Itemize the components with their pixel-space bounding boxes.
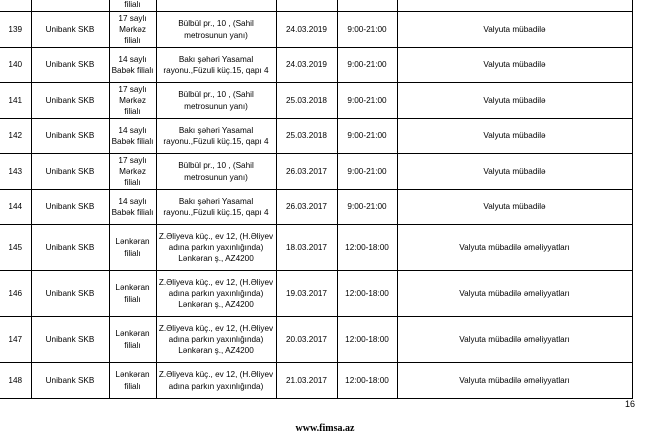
cell-branch: filialı [109,0,156,12]
cell-date: 25.03.2018 [276,83,337,119]
cell-no: 145 [0,225,31,271]
cell-date: 21.03.2017 [276,363,337,399]
cell-service: Valyuta mübadilə [397,12,632,48]
cell-address [156,0,276,12]
cell-date: 18.03.2017 [276,225,337,271]
cell-branch: 17 saylı Mərkəz filialı [109,12,156,48]
cell-hours: 12:00-18:00 [337,317,397,363]
table-row-partial [0,0,632,12]
cell-hours: 9:00-21:00 [337,83,397,119]
cell-address: Z.Əliyeva küç., ev 12, (H.Əliyev adına parkın yaxınlığında) Lənkəran ş., AZ4200 [156,271,276,317]
cell-address: Bülbül pr., 10 , (Sahil metrosunun yanı) [156,83,276,119]
cell-no: 148 [0,363,31,399]
cell-hours: 9:00-21:00 [337,48,397,83]
cell-bank: Unibank SKB [31,12,109,48]
cell-bank: Unibank SKB [31,363,109,399]
cell-hours: 9:00-21:00 [337,190,397,225]
table-row [0,154,632,190]
cell-no: 146 [0,271,31,317]
table-row [0,119,632,154]
cell-service: Valyuta mübadilə əməliyyatları [397,363,632,399]
cell-branch: 17 saylı Mərkəz filialı [109,154,156,190]
table-row [0,317,632,363]
cell-branch: 14 saylı Babək filialı [109,119,156,154]
cell-branch: Lənkəran filialı [109,317,156,363]
table-row [0,48,632,83]
cell-no: 140 [0,48,31,83]
cell-bank: Unibank SKB [31,190,109,225]
cell-bank [31,0,109,12]
cell-date: 20.03.2017 [276,317,337,363]
cell-service: Valyuta mübadilə [397,48,632,83]
table-row [0,225,632,271]
cell-branch: 14 saylı Babək filialı [109,48,156,83]
cell-service: Valyuta mübadilə [397,154,632,190]
cell-address: Bakı şəhəri Yasamal rayonu.,Füzuli küç.15, qapı 4 [156,48,276,83]
cell-no: 141 [0,83,31,119]
table-row [0,190,632,225]
cell-hours: 9:00-21:00 [337,12,397,48]
cell-no: 144 [0,190,31,225]
cell-date [276,0,337,12]
table-row [0,271,632,317]
cell-hours: 12:00-18:00 [337,271,397,317]
table-row [0,363,632,399]
cell-date: 25.03.2018 [276,119,337,154]
cell-address: Z.Əliyeva küç., ev 12, (H.Əliyev adına parkın yaxınlığında) Lənkəran ş., AZ4200 [156,317,276,363]
cell-no: 139 [0,12,31,48]
cell-bank: Unibank SKB [31,225,109,271]
cell-address: Bülbül pr., 10 , (Sahil metrosunun yanı) [156,12,276,48]
cell-branch: Lənkəran filialı [109,271,156,317]
cell-address: Z.Əliyeva küç., ev 12, (H.Əliyev adına parkın yaxınlığında) [156,363,276,399]
table-row [0,12,632,48]
cell-bank: Unibank SKB [31,154,109,190]
cell-service: Valyuta mübadilə [397,190,632,225]
cell-service [397,0,632,12]
cell-hours [337,0,397,12]
cell-address: Bakı şəhəri Yasamal rayonu.,Füzuli küç.15, qapı 4 [156,119,276,154]
page-number: 16 [624,399,635,409]
table-row [0,83,632,119]
cell-no [0,0,31,12]
cell-no: 142 [0,119,31,154]
cell-address: Bülbül pr., 10 , (Sahil metrosunun yanı) [156,154,276,190]
cell-bank: Unibank SKB [31,83,109,119]
cell-no: 143 [0,154,31,190]
cell-date: 19.03.2017 [276,271,337,317]
cell-date: 24.03.2019 [276,48,337,83]
cell-date: 26.03.2017 [276,190,337,225]
cell-hours: 12:00-18:00 [337,363,397,399]
cell-hours: 12:00-18:00 [337,225,397,271]
cell-hours: 9:00-21:00 [337,119,397,154]
cell-address: Z.Əliyeva küç., ev 12, (H.Əliyev adına parkın yaxınlığında) Lənkəran ş., AZ4200 [156,225,276,271]
cell-service: Valyuta mübadilə əməliyyatları [397,225,632,271]
cell-service: Valyuta mübadilə əməliyyatları [397,271,632,317]
footer-url: www.fimsa.az [295,423,355,434]
cell-service: Valyuta mübadilə [397,83,632,119]
cell-address: Bakı şəhəri Yasamal rayonu.,Füzuli küç.15, qapı 4 [156,190,276,225]
cell-bank: Unibank SKB [31,271,109,317]
cell-hours: 9:00-21:00 [337,154,397,190]
cell-date: 24.03.2019 [276,12,337,48]
cell-no: 147 [0,317,31,363]
cell-branch: 14 saylı Babək filialı [109,190,156,225]
cell-branch: Lənkəran filialı [109,363,156,399]
cell-service: Valyuta mübadilə əməliyyatları [397,317,632,363]
cell-branch: 17 saylı Mərkəz filialı [109,83,156,119]
cell-service: Valyuta mübadilə [397,119,632,154]
cell-bank: Unibank SKB [31,317,109,363]
cell-bank: Unibank SKB [31,119,109,154]
cell-branch: Lənkəran filialı [109,225,156,271]
cell-date: 26.03.2017 [276,154,337,190]
cell-bank: Unibank SKB [31,48,109,83]
